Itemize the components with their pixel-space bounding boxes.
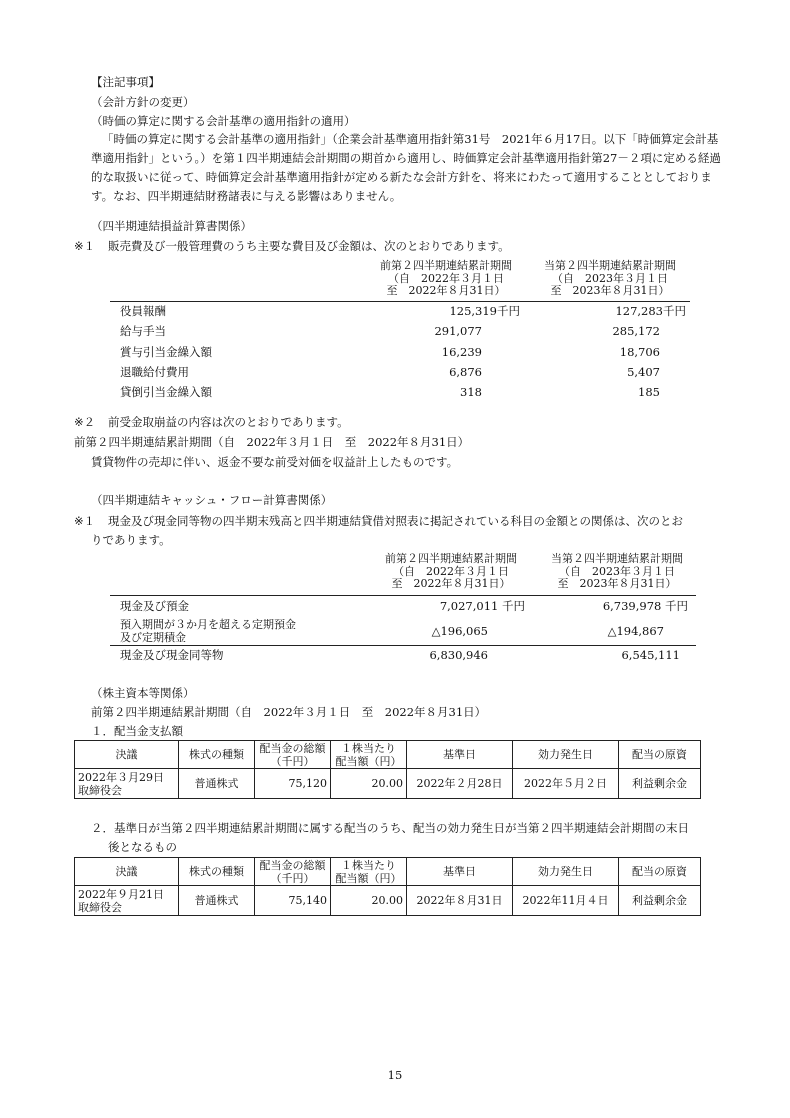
cf-note1-line2: りであります。 bbox=[91, 533, 171, 547]
pl-note2-period: 前第２四半期連結累計期間（自 2022年３月１日 至 2022年８月31日） bbox=[74, 435, 470, 449]
cell-resolution: 2022年９月21日 取締役会 bbox=[75, 886, 179, 916]
pl-note1-mark: ※１ bbox=[74, 239, 96, 253]
header-record-date: 基準日 bbox=[407, 858, 513, 886]
header-per-share: １株当たり 配当額（円） bbox=[331, 741, 407, 769]
header-share-type: 株式の種類 bbox=[179, 741, 255, 769]
header-total-dividend: 配当金の総額 （千円） bbox=[255, 858, 331, 886]
pl-curr-header-line: 当第２四半期連結累計期間 bbox=[544, 259, 676, 272]
cell-total-dividend: 75,140 bbox=[255, 886, 331, 916]
policy-change-title: （会計方針の変更） bbox=[91, 95, 195, 109]
pl-row-curr: 185 bbox=[638, 385, 660, 399]
pl-row-prev: 318 bbox=[460, 385, 482, 399]
cell-total-dividend: 75,120 bbox=[255, 769, 331, 799]
cf-row-curr: 6,545,111 bbox=[621, 648, 680, 662]
pl-curr-header-line: （自 2023年３月１日 bbox=[552, 271, 668, 285]
pl-row-curr: 285,172 bbox=[612, 324, 660, 338]
cell-record-date: 2022年２月28日 bbox=[407, 769, 513, 799]
header-resolution: 決議 bbox=[75, 858, 179, 886]
pl-row-label: 退職給付費用 bbox=[120, 365, 189, 379]
cf-curr-period-header bbox=[536, 553, 698, 591]
cell-resolution: 2022年３月29日 取締役会 bbox=[75, 769, 179, 799]
pl-prev-header-line: （自 2022年３月１日 bbox=[388, 271, 504, 285]
header-effective-date: 効力発生日 bbox=[513, 858, 619, 886]
cf-curr-header-line: 至 2023年８月31日） bbox=[557, 577, 677, 591]
cell-share-type: 普通株式 bbox=[179, 886, 255, 916]
header-source: 配当の原資 bbox=[619, 741, 701, 769]
cf-row-label: 現金及び預金 bbox=[120, 599, 189, 613]
header-total-dividend: 配当金の総額 （千円） bbox=[255, 741, 331, 769]
equity-item2-line1: ２．基準日が当第２四半期連結累計期間に属する配当のうち、配当の効力発生日が当第２四半期連結会計期間の末日 bbox=[91, 821, 689, 835]
cf-row-label: 現金及び現金同等物 bbox=[120, 648, 224, 662]
pl-row-label: 賞与引当金繰入額 bbox=[120, 345, 212, 359]
pl-row-curr: 127,283千円 bbox=[615, 304, 686, 318]
cf-section-title: （四半期連結キャッシュ・フロー計算書関係） bbox=[91, 493, 333, 507]
cf-prev-header-line: （自 2022年３月１日 bbox=[393, 564, 509, 578]
cell-per-share: 20.00 bbox=[331, 886, 407, 916]
cf-curr-header-line: 当第２四半期連結累計期間 bbox=[551, 552, 683, 565]
table-row bbox=[75, 769, 701, 799]
pl-curr-period-header bbox=[530, 260, 690, 298]
cf-row-label: 預入期間が３か月を超える定期預金 及び定期積金 bbox=[120, 618, 296, 644]
pl-row-prev: 291,077 bbox=[434, 324, 482, 338]
cell-share-type: 普通株式 bbox=[179, 769, 255, 799]
cell-effective-date: 2022年５月２日 bbox=[513, 769, 619, 799]
pl-row-label: 貸倒引当金繰入額 bbox=[120, 385, 212, 399]
pl-row-prev: 16,239 bbox=[441, 345, 482, 359]
pl-curr-header-line: 至 2023年８月31日） bbox=[550, 284, 670, 298]
header-per-share: １株当たり 配当額（円） bbox=[331, 858, 407, 886]
cf-row-curr: 6,739,978 千円 bbox=[602, 599, 688, 613]
pl-row-prev: 6,876 bbox=[449, 365, 482, 379]
cf-note1-line1: 現金及び現金同等物の四半期末残高と四半期連結貸借対照表に掲記されている科目の金額との関係は、次のとお bbox=[108, 514, 683, 528]
pl-header-rule bbox=[110, 301, 690, 302]
equity-section-title: （株主資本等関係） bbox=[91, 686, 195, 700]
pl-section-title: （四半期連結損益計算書関係） bbox=[91, 219, 252, 233]
pl-prev-period-header bbox=[366, 260, 526, 298]
dividend-table-1 bbox=[74, 740, 701, 799]
cf-note1-mark: ※１ bbox=[74, 514, 96, 528]
cf-row-prev: △196,065 bbox=[431, 624, 488, 638]
cell-source: 利益剰余金 bbox=[619, 769, 701, 799]
cf-curr-header-line: （自 2023年３月１日 bbox=[559, 564, 675, 578]
cell-effective-date: 2022年11月４日 bbox=[513, 886, 619, 916]
fair-value-body: 「時価の算定に関する会計基準の適用指針」（企業会計基準適用指針第31号 2021年６月17日。以下「時価算定会計基準適用指針」という。）を第１四半期連結会計期間の期首から適用し、時価算定会計基準適用指針第27－２項に定める経過的な取扱いに従って、時価算定会計基準適用指針が定める新たな会計方針を、将来にわたって適用することとしております。なお、四半期連結財務諸表に与える影響はありません。 bbox=[91, 132, 721, 203]
cf-row-prev: 6,830,946 bbox=[429, 648, 488, 662]
pl-row-label: 役員報酬 bbox=[120, 304, 166, 318]
cf-row-curr: △194,867 bbox=[607, 624, 664, 638]
cf-row-prev: 7,027,011 千円 bbox=[439, 599, 525, 613]
pl-row-curr: 18,706 bbox=[619, 345, 660, 359]
cf-header-rule bbox=[110, 595, 696, 596]
equity-period: 前第２四半期連結累計期間（自 2022年３月１日 至 2022年８月31日） bbox=[91, 705, 487, 719]
pl-prev-header-line: 前第２四半期連結累計期間 bbox=[380, 259, 512, 272]
notes-heading: 【注記事項】 bbox=[91, 75, 160, 89]
fair-value-title: （時価の算定に関する会計基準の適用指針の適用） bbox=[91, 114, 356, 128]
header-effective-date: 効力発生日 bbox=[513, 741, 619, 769]
equity-item1-title: １．配当金支払額 bbox=[91, 724, 183, 738]
cf-prev-header-line: 至 2022年８月31日） bbox=[391, 577, 511, 591]
page-number: 15 bbox=[387, 1068, 403, 1082]
table-header-row bbox=[75, 858, 701, 886]
table-header-row bbox=[75, 741, 701, 769]
pl-row-label: 給与手当 bbox=[120, 324, 166, 338]
cf-prev-header-line: 前第２四半期連結累計期間 bbox=[385, 552, 517, 565]
pl-row-prev: 125,319千円 bbox=[449, 304, 520, 318]
header-source: 配当の原資 bbox=[619, 858, 701, 886]
cell-record-date: 2022年８月31日 bbox=[407, 886, 513, 916]
header-share-type: 株式の種類 bbox=[179, 858, 255, 886]
cell-source: 利益剰余金 bbox=[619, 886, 701, 916]
pl-note1-text: 販売費及び一般管理費のうち主要な費目及び金額は、次のとおりであります。 bbox=[108, 239, 510, 253]
table-row bbox=[75, 886, 701, 916]
equity-item2-line2: 後となるもの bbox=[108, 840, 177, 854]
header-resolution: 決議 bbox=[75, 741, 179, 769]
pl-row-curr: 5,407 bbox=[627, 365, 660, 379]
pl-note2-body: 賃貸物件の売却に伴い、返金不要な前受対価を収益計上したものです。 bbox=[91, 455, 459, 469]
cf-total-rule bbox=[110, 645, 696, 646]
cell-per-share: 20.00 bbox=[331, 769, 407, 799]
pl-prev-header-line: 至 2022年８月31日） bbox=[386, 284, 506, 298]
pl-note2-text: 前受金取崩益の内容は次のとおりであります。 bbox=[108, 415, 349, 429]
cf-prev-period-header bbox=[370, 553, 532, 591]
header-record-date: 基準日 bbox=[407, 741, 513, 769]
pl-note2-mark: ※２ bbox=[74, 415, 96, 429]
dividend-table-2 bbox=[74, 857, 701, 916]
